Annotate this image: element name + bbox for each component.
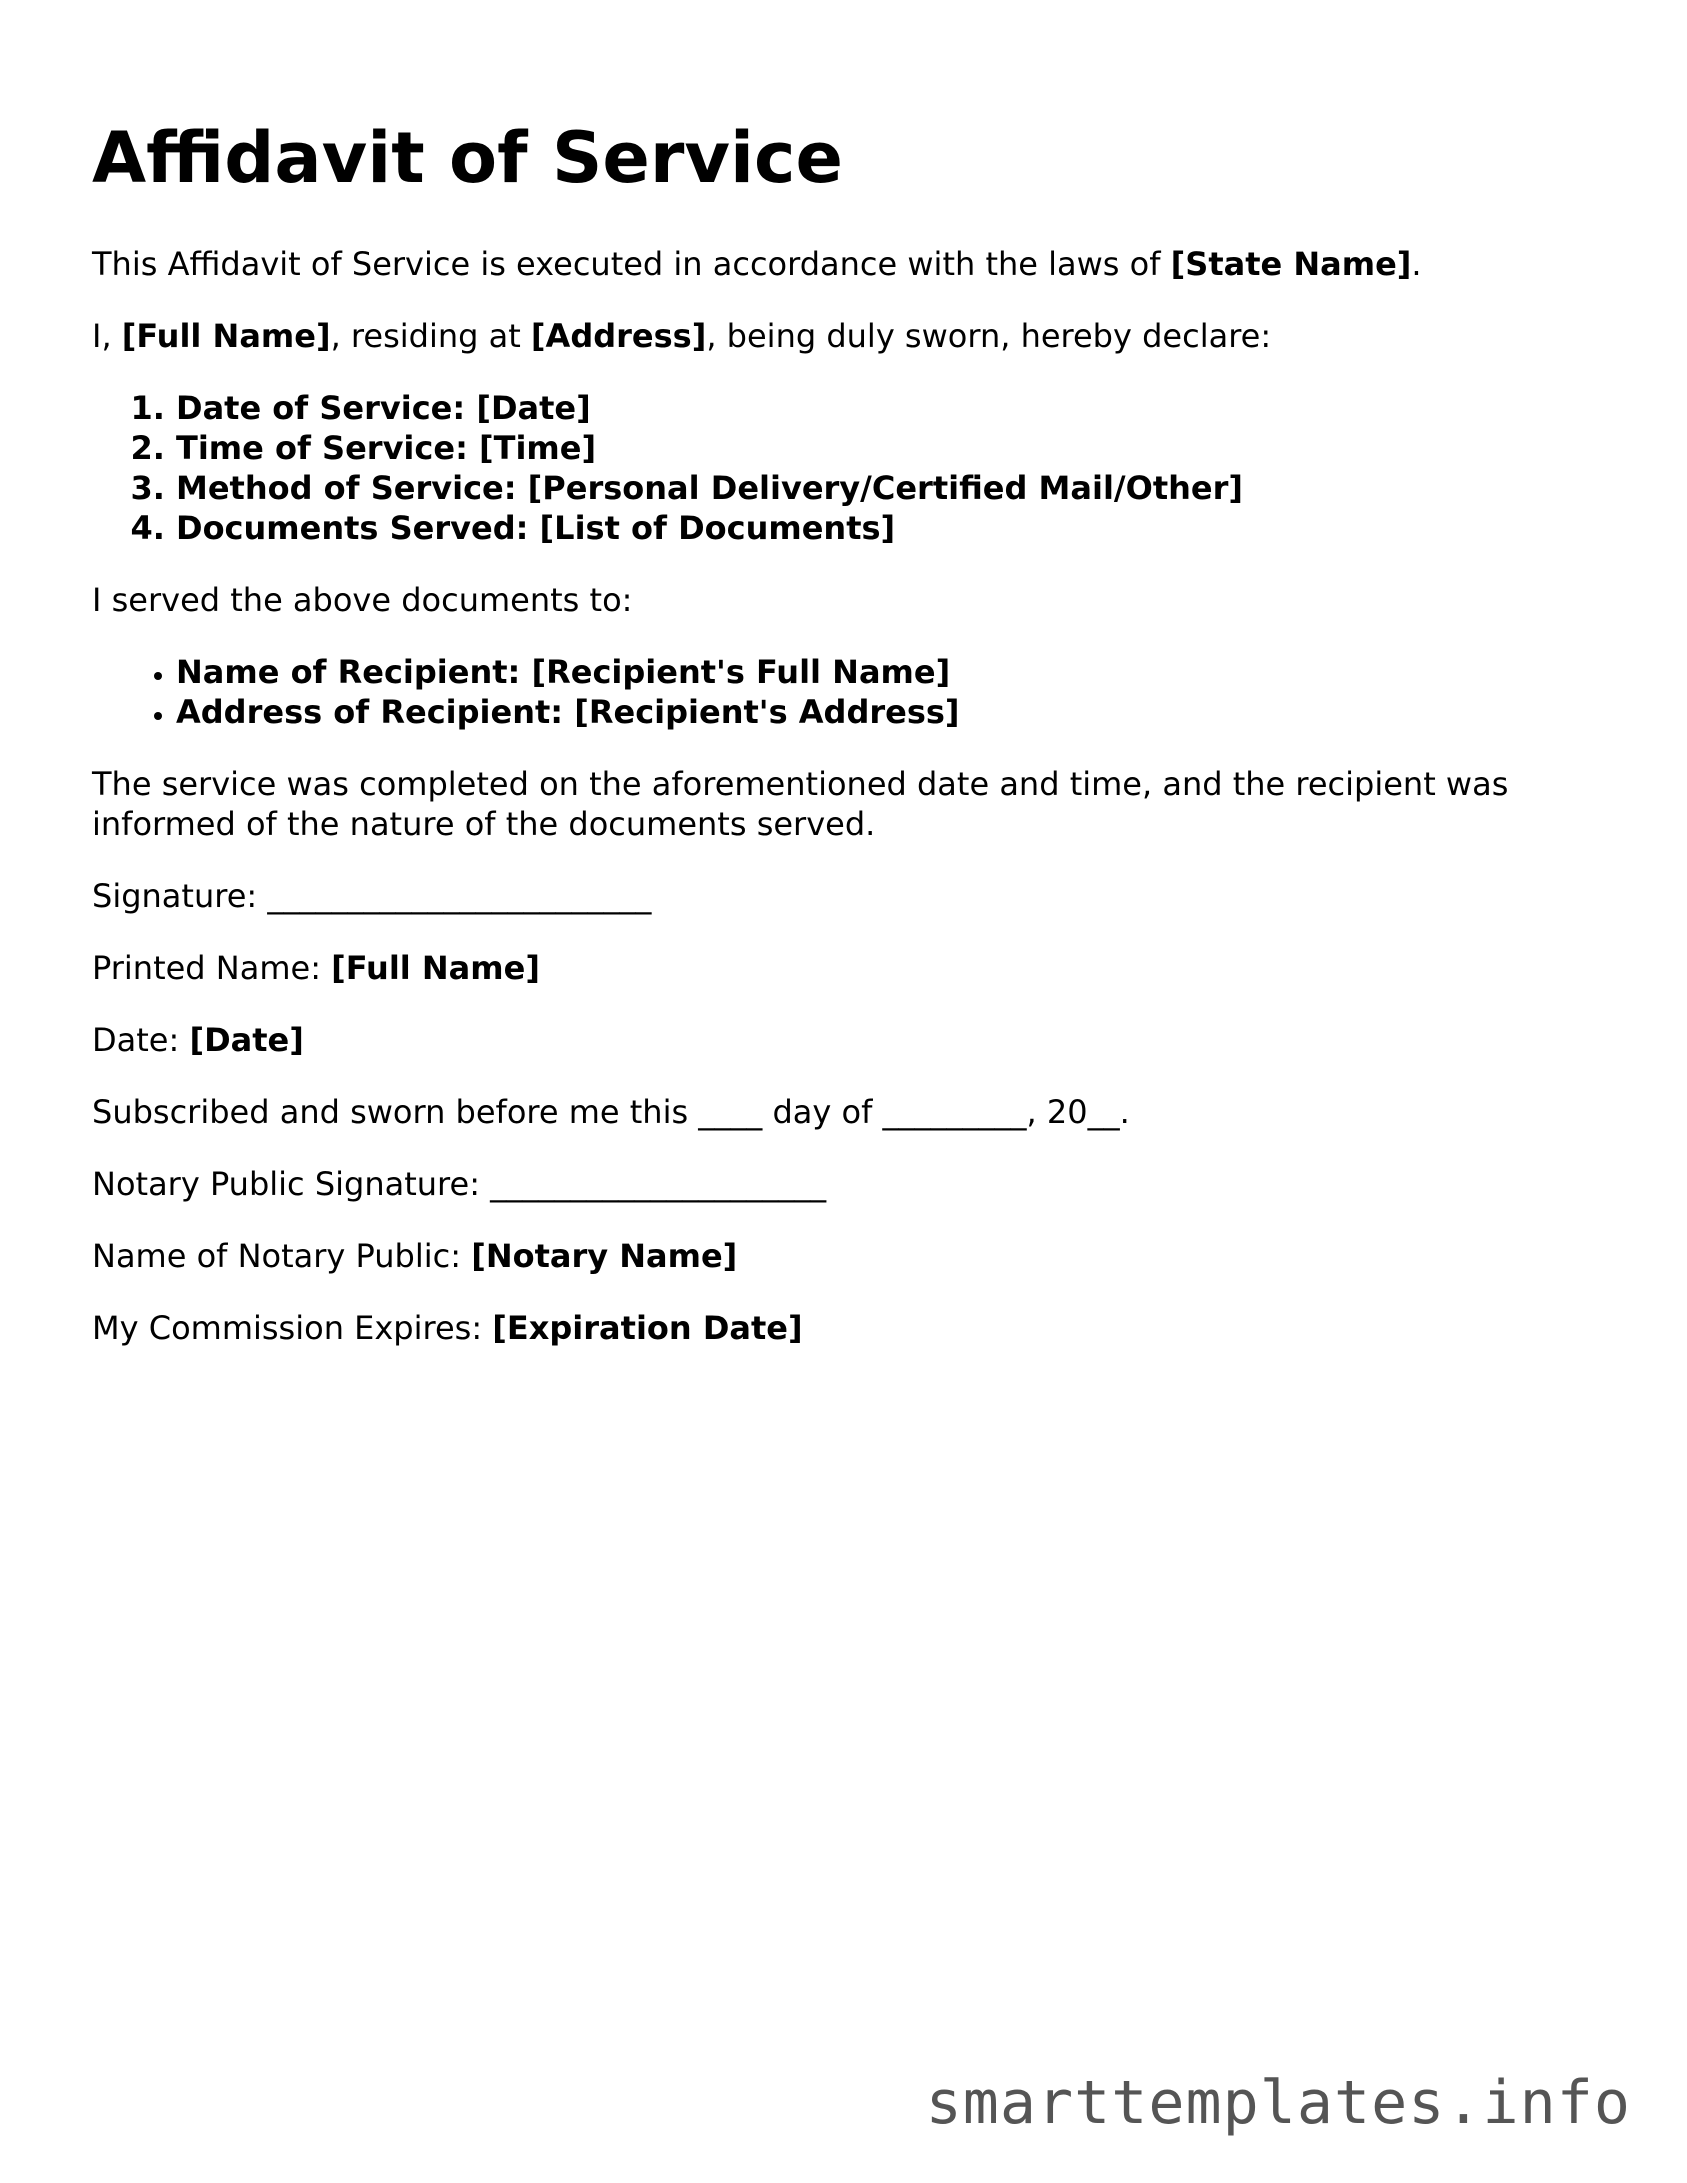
printed-name-line <box>92 948 1592 988</box>
service-time-item: 2. Time of Service: [Time] <box>176 428 1592 468</box>
service-method-item: 3. Method of Service: [Personal Delivery/Certified Mail/Other] <box>176 468 1592 508</box>
commission-value: [Expiration Date] <box>492 1309 803 1347</box>
declarant-mid: , residing at <box>330 317 531 355</box>
recipient-address-item: • Address of Recipient: [Recipient's Address] <box>176 692 1592 732</box>
document-page <box>92 118 1592 1380</box>
address-placeholder: [Address] <box>530 317 707 355</box>
notary-name-label: Name of Notary Public: <box>92 1237 472 1275</box>
declarant-prefix: I, <box>92 317 122 355</box>
printed-name-label: Printed Name: <box>92 949 332 987</box>
documents-served-item: 4. Documents Served: [List of Documents] <box>176 508 1592 548</box>
intro-end: . <box>1411 245 1422 283</box>
sworn-statement: Subscribed and sworn before me this ____ day of _________, 20__. <box>92 1093 1130 1131</box>
date-label: Date: <box>92 1021 190 1059</box>
recipient-list <box>92 652 1592 732</box>
served-to-intro: I served the above documents to: <box>92 581 633 619</box>
date-line <box>92 1020 1592 1060</box>
notary-signature-line <box>92 1164 1592 1204</box>
recipient-name-item: • Name of Recipient: [Recipient's Full Name] <box>176 652 1592 692</box>
signature-label: Signature: <box>92 877 268 915</box>
declarant-paragraph <box>92 316 1592 356</box>
service-details-list <box>92 388 1592 548</box>
commission-label: My Commission Expires: <box>92 1309 493 1347</box>
service-date-item: 1. Date of Service: [Date] <box>176 388 1592 428</box>
completion-paragraph: The service was completed on the aforementioned date and time, and the recipient was informed of the nature of the documents served. <box>92 765 1509 843</box>
intro-text: This Affidavit of Service is executed in accordance with the laws of <box>92 245 1171 283</box>
notary-name-line <box>92 1236 1592 1276</box>
notary-signature-blank: _____________________ <box>490 1165 827 1203</box>
signature-line <box>92 876 1592 916</box>
state-name-placeholder: [State Name] <box>1170 245 1412 283</box>
printed-name-value: [Full Name] <box>331 949 540 987</box>
notary-signature-label: Notary Public Signature: <box>92 1165 491 1203</box>
document-title: Affidavit of Service <box>92 117 843 199</box>
declarant-suffix: , being duly sworn, hereby declare: <box>706 317 1272 355</box>
notary-name-value: [Notary Name] <box>471 1237 738 1275</box>
commission-line <box>92 1308 1592 1348</box>
date-value: [Date] <box>189 1021 304 1059</box>
intro-paragraph <box>92 244 1592 284</box>
signature-blank: ________________________ <box>267 877 652 915</box>
watermark: smarttemplates.info <box>925 2068 1631 2138</box>
full-name-placeholder: [Full Name] <box>121 317 331 355</box>
